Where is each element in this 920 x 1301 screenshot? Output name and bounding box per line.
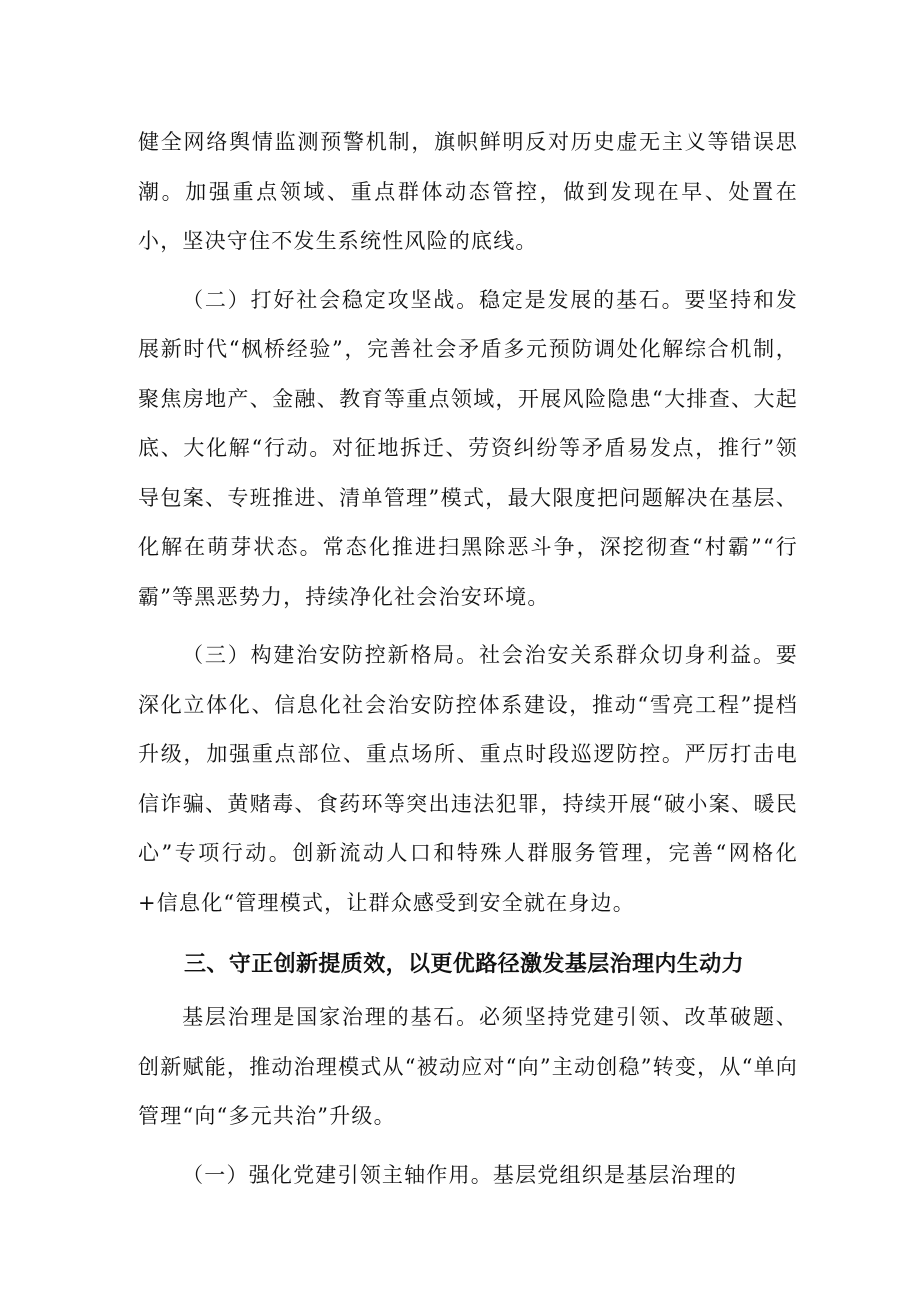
section-heading: 三、守正创新提质效，以更优路径激发基层治理内生动力 [184,952,745,977]
paragraph-public-security: （三）构建治安防控新格局。社会治安关系群众切身利益。要深化立体化、信息化社会治安防控体系建设，推动“雪亮工程”提档升级，加强重点部位、重点场所、重点时段巡逻防控。严厉打击电信诈骗、黄赌毒、食药环等突出违法犯罪，持续开展“破小案、暖民心”专项行动。创新流动人口和特殊人群服务管理，完善“网格化+信息化“管理模式，让群众感受到安全就在身边。 [138,643,798,915]
paragraph-gap [138,622,798,631]
paragraph-gap [138,928,798,937]
paragraph-social-stability: （二）打好社会稳定攻坚战。稳定是发展的基石。要坚持和发展新时代“枫桥经验”，完善社会矛盾多元预防调处化解综合机制，聚焦房地产、金融、教育等重点领域，开展风险隐患“大排查、大起底、大化解“行动。对征地拆迁、劳资纠纷等矛盾易发点，推行”领导包案、专班推进、清单管理”模式，最大限度把问题解决在基层、化解在萌芽状态。常态化推进扫黑除恶斗争，深挖彻查“村霸”“行霸”等黑恶势力，持续净化社会治安环境。 [138,287,798,609]
document-body [138,118,798,1200]
paragraph-section-intro: 基层治理是国家治理的基石。必须坚持党建引领、改革破题、创新赋能，推动治理模式从“被动应对“向”主动创稳”转变，从“单向管理“向“多元共治”升级。 [138,1005,798,1128]
paragraph-continuation: 健全网络舆情监测预警机制，旗帜鲜明反对历史虚无主义等错误思潮。加强重点领域、重点群体动态管控，做到发现在早、处置在小，坚决守住不发生系统性风险的底线。 [138,130,798,253]
paragraph-party-leadership: （一）强化党建引领主轴作用。基层党组织是基层治理的 [182,1162,738,1187]
paragraph-gap [138,1142,798,1151]
paragraph-gap [138,267,798,276]
